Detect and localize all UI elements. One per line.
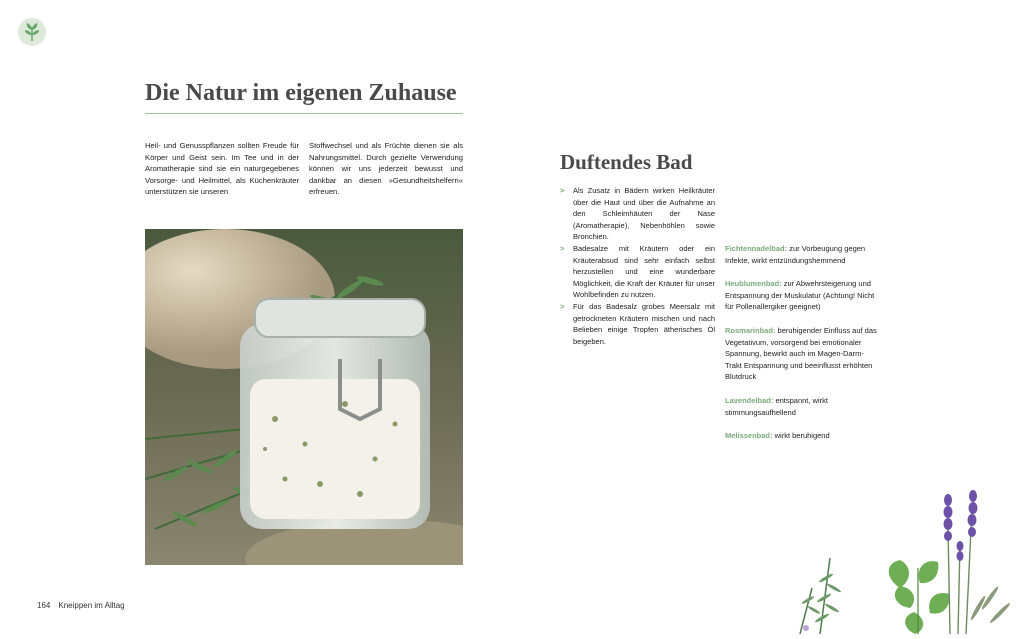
bath-description: wirkt beruhigend <box>774 431 830 441</box>
herb-illustration <box>790 488 1024 634</box>
leaf-logo-icon <box>18 18 46 46</box>
list-item <box>560 185 715 243</box>
bath-description: beruhigender Einfluss auf das Vegetativum, vorsorgend bei emotionaler Spannung, bewirkt auch im Magen-Darm-Trakt Entspannung und beeinflusst erhöhten Blutdruck <box>725 325 877 382</box>
bath-description: zur Vorbeugung gegen Infekte, wirkt entzündungshemmend <box>725 244 866 265</box>
bullet-text: Badesalze mit Kräutern oder ein Kräuterabsud sind sehr einfach selbst herzustellen und eine wunderbare Möglichkeit, die Kraft der Kräuter für unser Wohlbefinden zu nutzen. <box>573 243 715 300</box>
bullet-arrow-icon: > <box>560 301 565 311</box>
list-item <box>560 301 715 347</box>
title-underline <box>145 113 463 114</box>
bath-description: zur Abwehrsteigerung und Entspannung der Muskulatur (Achtung! Nicht für Pollenallergiker geeignet) <box>725 279 875 312</box>
page-title: Die Natur im eigenen Zuhause <box>145 80 457 106</box>
intro-text-column-1: Heil- und Genusspflanzen sollten Freude für Körper und Geist sein. Im Tee und in der Aromatherapie sind sie ein naturgegebenes Vorsorge- und Heilmittel, als Küchenkräuter unterstützen sie unseren <box>145 141 299 197</box>
bath-entry-fichtennadel <box>725 243 880 266</box>
running-title: Kneippen im Alltag <box>58 601 125 610</box>
bath-name: Lavendelbad: <box>725 395 774 405</box>
bath-entry-melissen <box>725 430 880 442</box>
page-footer <box>37 601 125 610</box>
bath-salt-jar-photo <box>145 229 463 565</box>
bath-entry-rosmarin <box>725 325 880 383</box>
bullet-text: Für das Badesalz grobes Meersalz mit getrockneten Kräutern mischen und nach Belieben einige Tropfen ätherisches Öl beigeben. <box>573 301 715 346</box>
page-number: 164 <box>37 601 51 610</box>
intro-text-column-2: Stoffwechsel und als Früchte dienen sie als Nahrungsmittel. Durch gezielte Verwendung können wir uns jederzeit bewusst und dankbar an diesen »Gesundheitshelfern« erfreuen. <box>309 141 463 197</box>
bath-description: entspannt, wirkt stimmungsaufhellend <box>725 395 828 417</box>
bath-types-list <box>725 243 880 454</box>
bath-name: Heublumenbad: <box>725 279 782 289</box>
bath-entry-heublumen <box>725 278 880 313</box>
bullet-arrow-icon: > <box>560 186 565 195</box>
bath-entry-lavendel <box>725 395 880 418</box>
bath-name: Rosmarinbad: <box>725 325 776 335</box>
bullet-list <box>560 185 715 347</box>
bullet-text: Als Zusatz in Bädern wirken Heilkräuter über die Haut und über die Aufnahme an den Schleimhäuten der Nase (Aromatherapie), Nebenhöhlen sowie Bronchien. <box>573 186 715 242</box>
bath-name: Melissenbad: <box>725 431 773 441</box>
bath-name: Fichtennadelbad: <box>725 244 788 253</box>
section-heading: Duftendes Bad <box>560 150 693 174</box>
bullet-arrow-icon: > <box>560 243 565 253</box>
list-item <box>560 243 715 301</box>
